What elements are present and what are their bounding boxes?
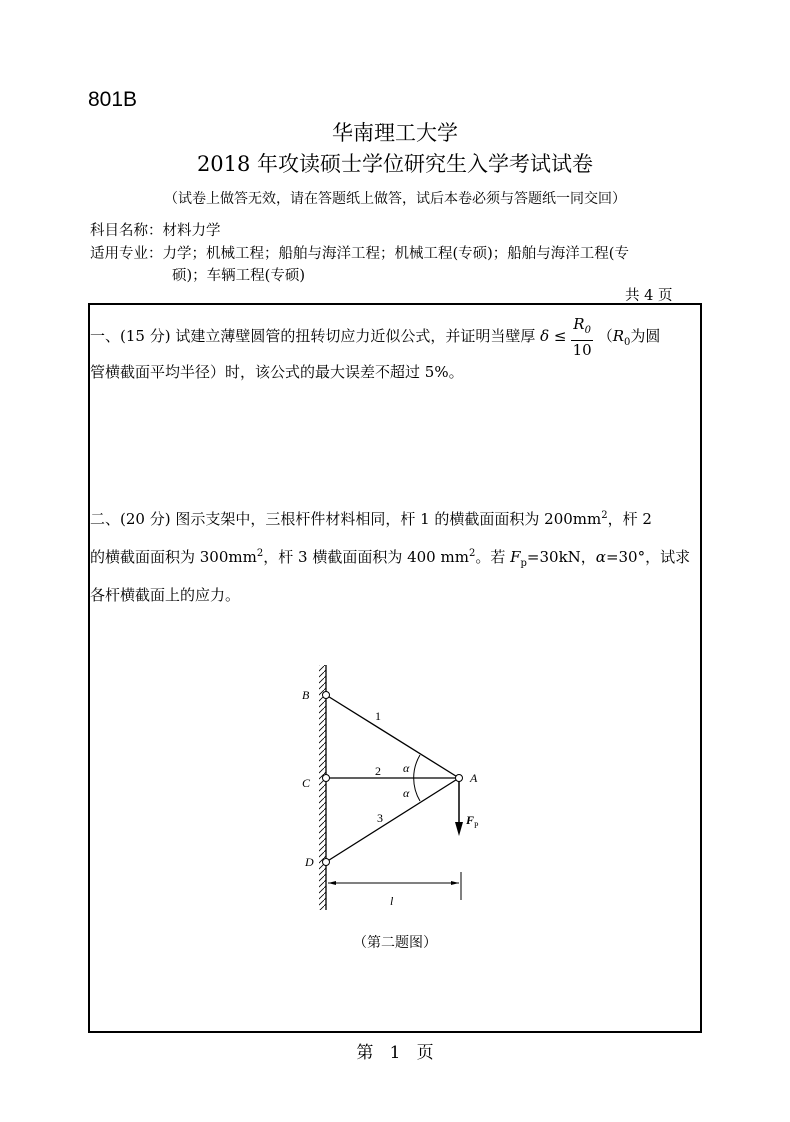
- label-alpha-2: α: [403, 786, 410, 800]
- exam-note: （试卷上做答无效，请在答题纸上做答，试后本卷必须与答题纸一同交回）: [164, 191, 626, 207]
- wall-hatch: [319, 665, 326, 910]
- label-alpha-1: α: [403, 761, 410, 775]
- hinge-b: [323, 692, 330, 699]
- majors-line1: 适用专业：力学；机械工程；船舶与海洋工程；机械工程(专硕)；船舶与海洋工程(专: [90, 246, 629, 262]
- figure-caption: （第二题图）: [353, 935, 437, 951]
- university-name: 华南理工大学: [332, 121, 458, 145]
- question-2-line1: 二、(20 分) 图示支架中，三根杆件材料相同，杆 1 的横截面面积为 $200mm^2$，杆 2: [90, 510, 652, 528]
- page-number: 第 1 页: [356, 1043, 434, 1063]
- total-pages: 共 4 页: [625, 288, 673, 304]
- question-2-line2: 的横截面面积为 $300mm^2$，杆 3 横截面面积为 400 $mm^2$。若 $F_p=30kN$，α=30°，试求: [90, 548, 691, 569]
- label-bar-3: 3: [377, 811, 383, 825]
- label-b: B: [302, 688, 310, 702]
- arrow-head: [455, 822, 463, 836]
- question-2-line3: 各杆横截面上的应力。: [90, 586, 241, 604]
- label-force: F: [466, 813, 475, 827]
- hinge-c: [323, 775, 330, 782]
- hinge-a: [456, 775, 463, 782]
- question-1-line1: 一、(15 分) 试建立薄壁圆管的扭转切应力近似公式，并证明当壁厚 δ ≤ $\frac{R_0}{10}$ （$R_0$为圆: [90, 315, 661, 359]
- label-bar-1: 1: [375, 709, 381, 723]
- exam-title: 2018 年攻读硕士学位研究生入学考试试卷: [196, 152, 594, 176]
- question-1-line2: 管横截面平均半径）时，该公式的最大误差不超过 5%。: [90, 363, 464, 381]
- bar-3: [326, 778, 459, 862]
- subject-name: 科目名称：材料力学: [90, 223, 221, 239]
- label-a: A: [470, 771, 478, 785]
- bar-1: [326, 695, 459, 778]
- fraction: $\frac{R_0}{10}$: [572, 315, 592, 359]
- label-d: D: [305, 855, 314, 869]
- label-force-sub: P: [474, 821, 479, 830]
- label-bar-2: 2: [375, 764, 381, 778]
- exam-code: 801B: [88, 88, 138, 111]
- label-c: C: [302, 776, 311, 790]
- label-length: l: [390, 894, 394, 908]
- majors-line2: 硕)；车辆工程(专硕): [172, 268, 305, 284]
- hinge-d: [323, 859, 330, 866]
